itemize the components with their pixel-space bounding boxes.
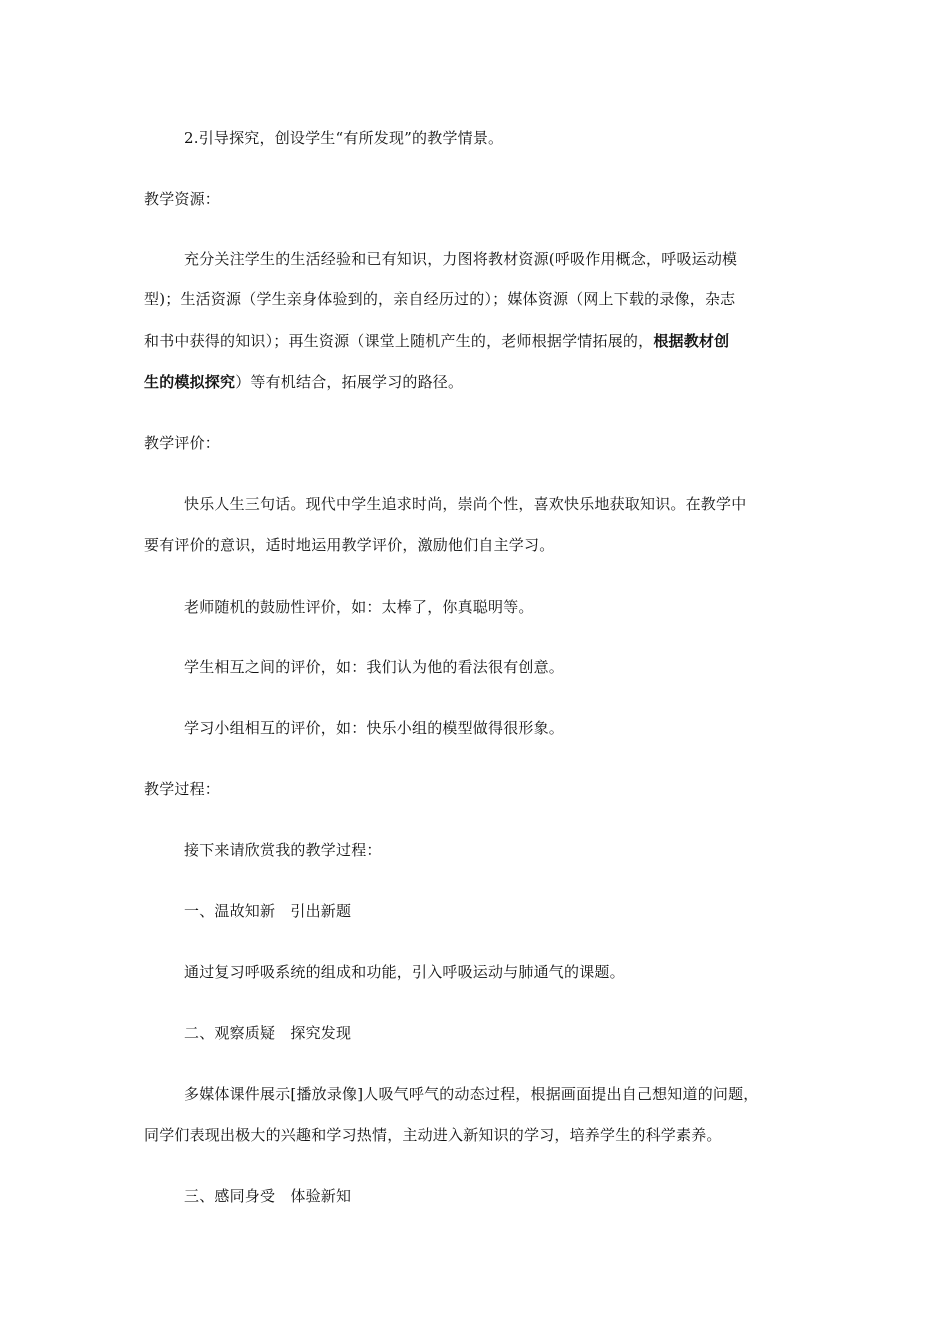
step-1-text: 通过复习呼吸系统的组成和功能，引入呼吸运动与肺通气的课题。 <box>184 963 625 981</box>
evaluation-line-2: 要有评价的意识，适时地运用教学评价，激励他们自主学习。 <box>144 536 555 554</box>
resources-line-2: 型)；生活资源（学生亲身体验到的，亲自经历过的）；媒体资源（网上下载的录像，杂志 <box>144 290 736 308</box>
resources-line-4-bold: 生的模拟探究 <box>144 373 236 391</box>
student-evaluation: 学生相互之间的评价，如：我们认为他的看法很有创意。 <box>184 658 565 676</box>
group-evaluation: 学习小组相互的评价，如：快乐小组的模型做得很形象。 <box>184 719 565 737</box>
step-1-title: 一、温故知新 引出新题 <box>184 902 352 920</box>
evaluation-heading: 教学评价： <box>144 434 221 452</box>
resources-line-1: 充分关注学生的生活经验和已有知识，力图将教材资源(呼吸作用概念，呼吸运动模 <box>184 250 738 268</box>
step-2-line-1: 多媒体课件展示[播放录像]人吸气呼气的动态过程，根据画面提出自己想知道的问题， <box>184 1085 759 1103</box>
resources-line-3-bold: 根据教材创 <box>653 332 730 350</box>
process-intro: 接下来请欣赏我的教学过程： <box>184 841 382 859</box>
teacher-evaluation: 老师随机的鼓励性评价，如：太棒了，你真聪明等。 <box>184 598 534 616</box>
goal-2-paragraph: 2.引导探究，创设学生“有所发现”的教学情景。 <box>184 129 504 147</box>
step-3-title: 三、感同身受 体验新知 <box>184 1187 352 1205</box>
resources-line-3-text: 和书中获得的知识）；再生资源（课堂上随机产生的，老师根据学情拓展的， <box>144 332 654 350</box>
step-2-line-2: 同学们表现出极大的兴趣和学习热情，主动进入新知识的学习，培养学生的科学素养。 <box>144 1126 722 1144</box>
resources-line-4-text: ）等有机结合，拓展学习的路径。 <box>235 373 464 391</box>
resources-line-4 <box>144 372 463 392</box>
process-heading: 教学过程： <box>144 780 221 798</box>
resources-line-3 <box>144 331 729 351</box>
step-2-title: 二、观察质疑 探究发现 <box>184 1024 352 1042</box>
evaluation-line-1: 快乐人生三句话。现代中学生追求时尚，崇尚个性，喜欢快乐地获取知识。在教学中 <box>184 495 747 513</box>
resources-heading: 教学资源： <box>144 190 221 208</box>
